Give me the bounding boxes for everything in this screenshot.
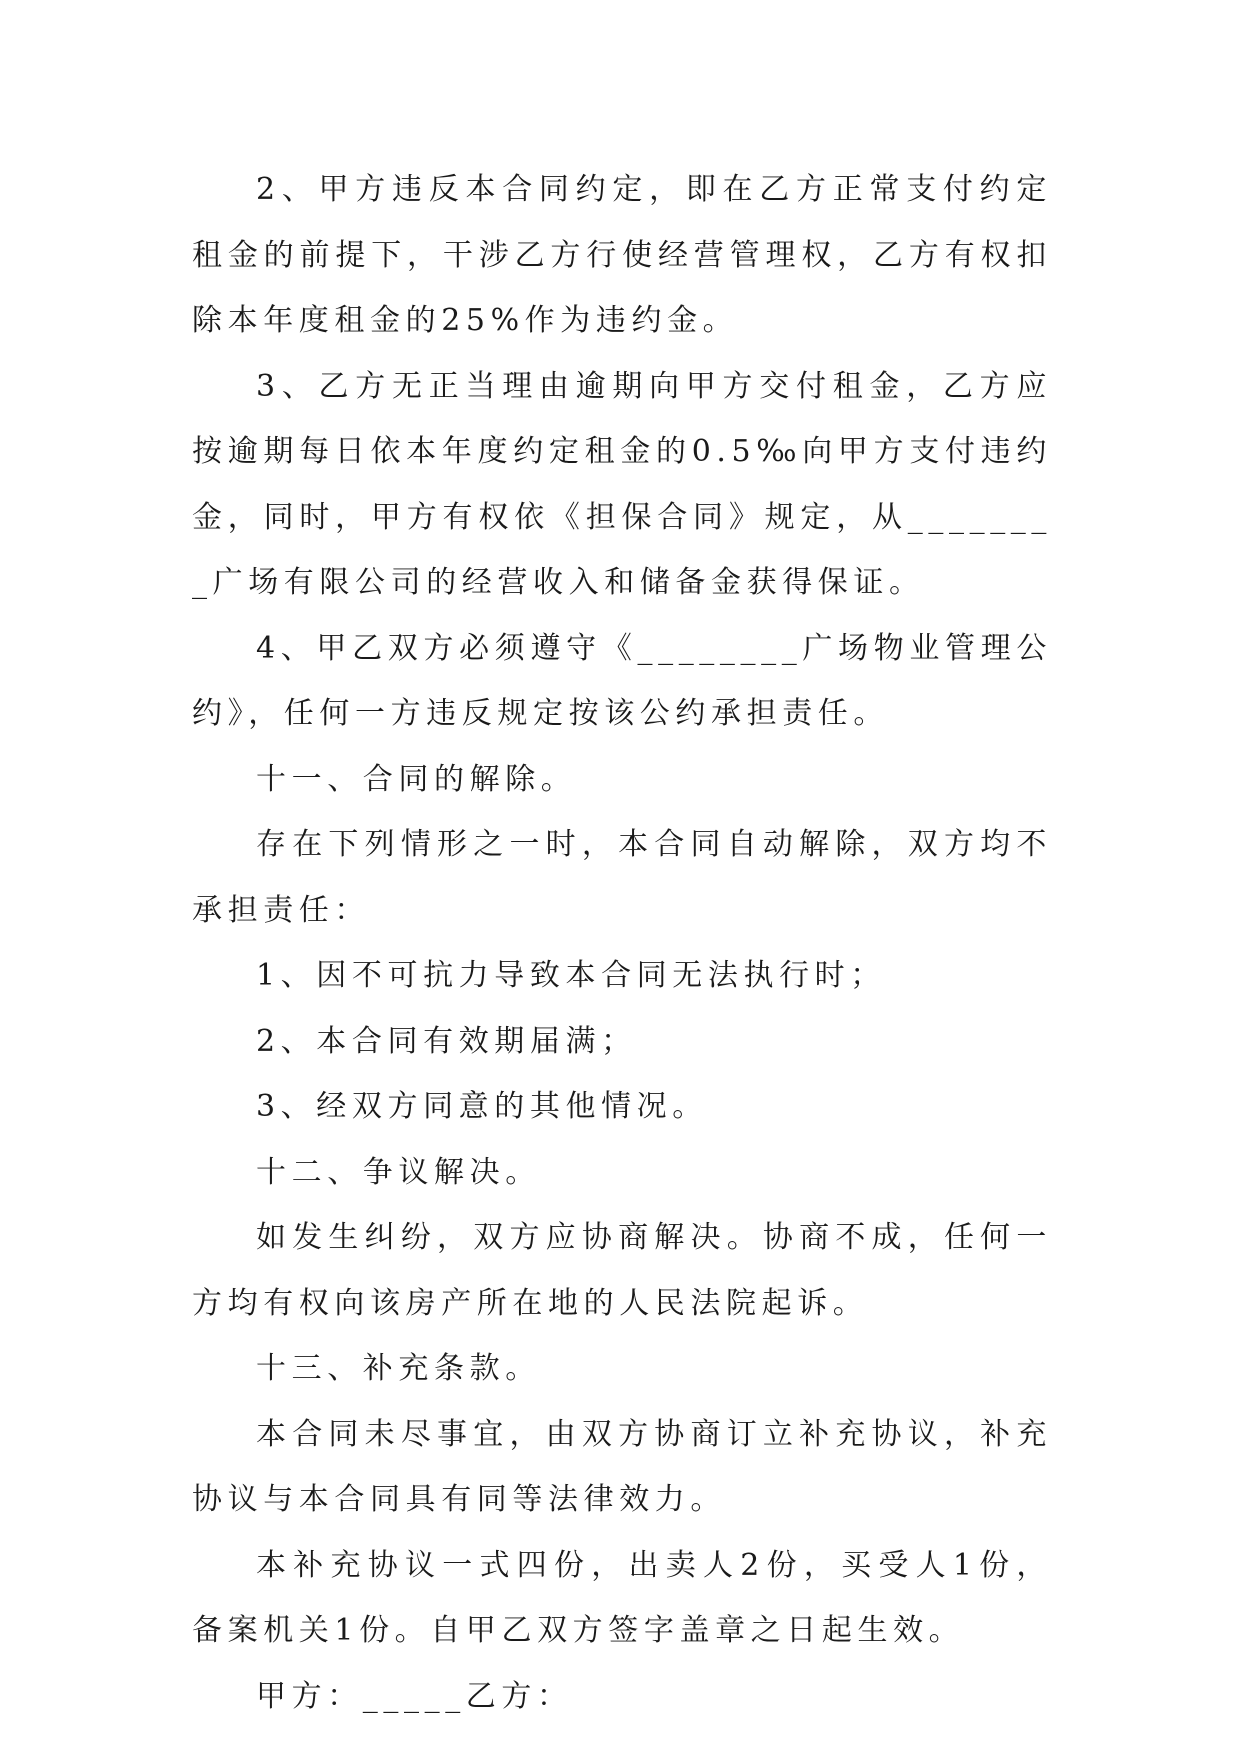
signature-line: 甲方：_____乙方： bbox=[256, 1678, 573, 1714]
clause-paragraph-2-breach-by-party-a: 2、甲方违反本合同约定，即在乙方正常支付约定租金的前提下，干涉乙方行使经营管理权，乙方有权扣除本年度租金的25%作为违约金。 bbox=[192, 172, 1052, 338]
section-heading-supplementary: 十三、补充条款。 bbox=[256, 1351, 541, 1386]
termination-item-2: 2、本合同有效期届满； bbox=[256, 1023, 637, 1059]
copies-effectiveness-paragraph: 本补充协议一式四份，出卖人2份，买受人1份，备案机关1份。自甲乙双方签字盖章之日起生效。 bbox=[192, 1547, 1052, 1648]
termination-item-3: 3、经双方同意的其他情况。 bbox=[256, 1089, 708, 1124]
dispute-paragraph: 如发生纠纷，双方应协商解决。协商不成，任何一方均有权向该房产所在地的人民法院起诉。 bbox=[192, 1220, 1052, 1321]
clause-paragraph-3-late-rent: 3、乙方无正当理由逾期向甲方交付租金，乙方应按逾期每日依本年度约定租金的0.5‰向甲方支付违约金，同时，甲方有权依《担保合同》规定，从________广场有限公司的经营收入和储备金获得保证。 bbox=[192, 368, 1052, 600]
termination-item-1: 1、因不可抗力导致本合同无法执行时； bbox=[256, 958, 886, 993]
termination-intro-paragraph: 存在下列情形之一时，本合同自动解除，双方均不承担责任： bbox=[192, 827, 1052, 928]
section-heading-termination: 十一、合同的解除。 bbox=[256, 761, 577, 797]
section-heading-dispute: 十二、争议解决。 bbox=[256, 1154, 541, 1190]
clause-paragraph-4-property-rules: 4、甲乙双方必须遵守《________广场物业管理公约》，任何一方违反规定按该公约承担责任。 bbox=[192, 630, 1052, 731]
supplementary-paragraph: 本合同未尽事宜，由双方协商订立补充协议，补充协议与本合同具有同等法律效力。 bbox=[192, 1416, 1052, 1517]
document-body bbox=[192, 157, 1052, 1729]
